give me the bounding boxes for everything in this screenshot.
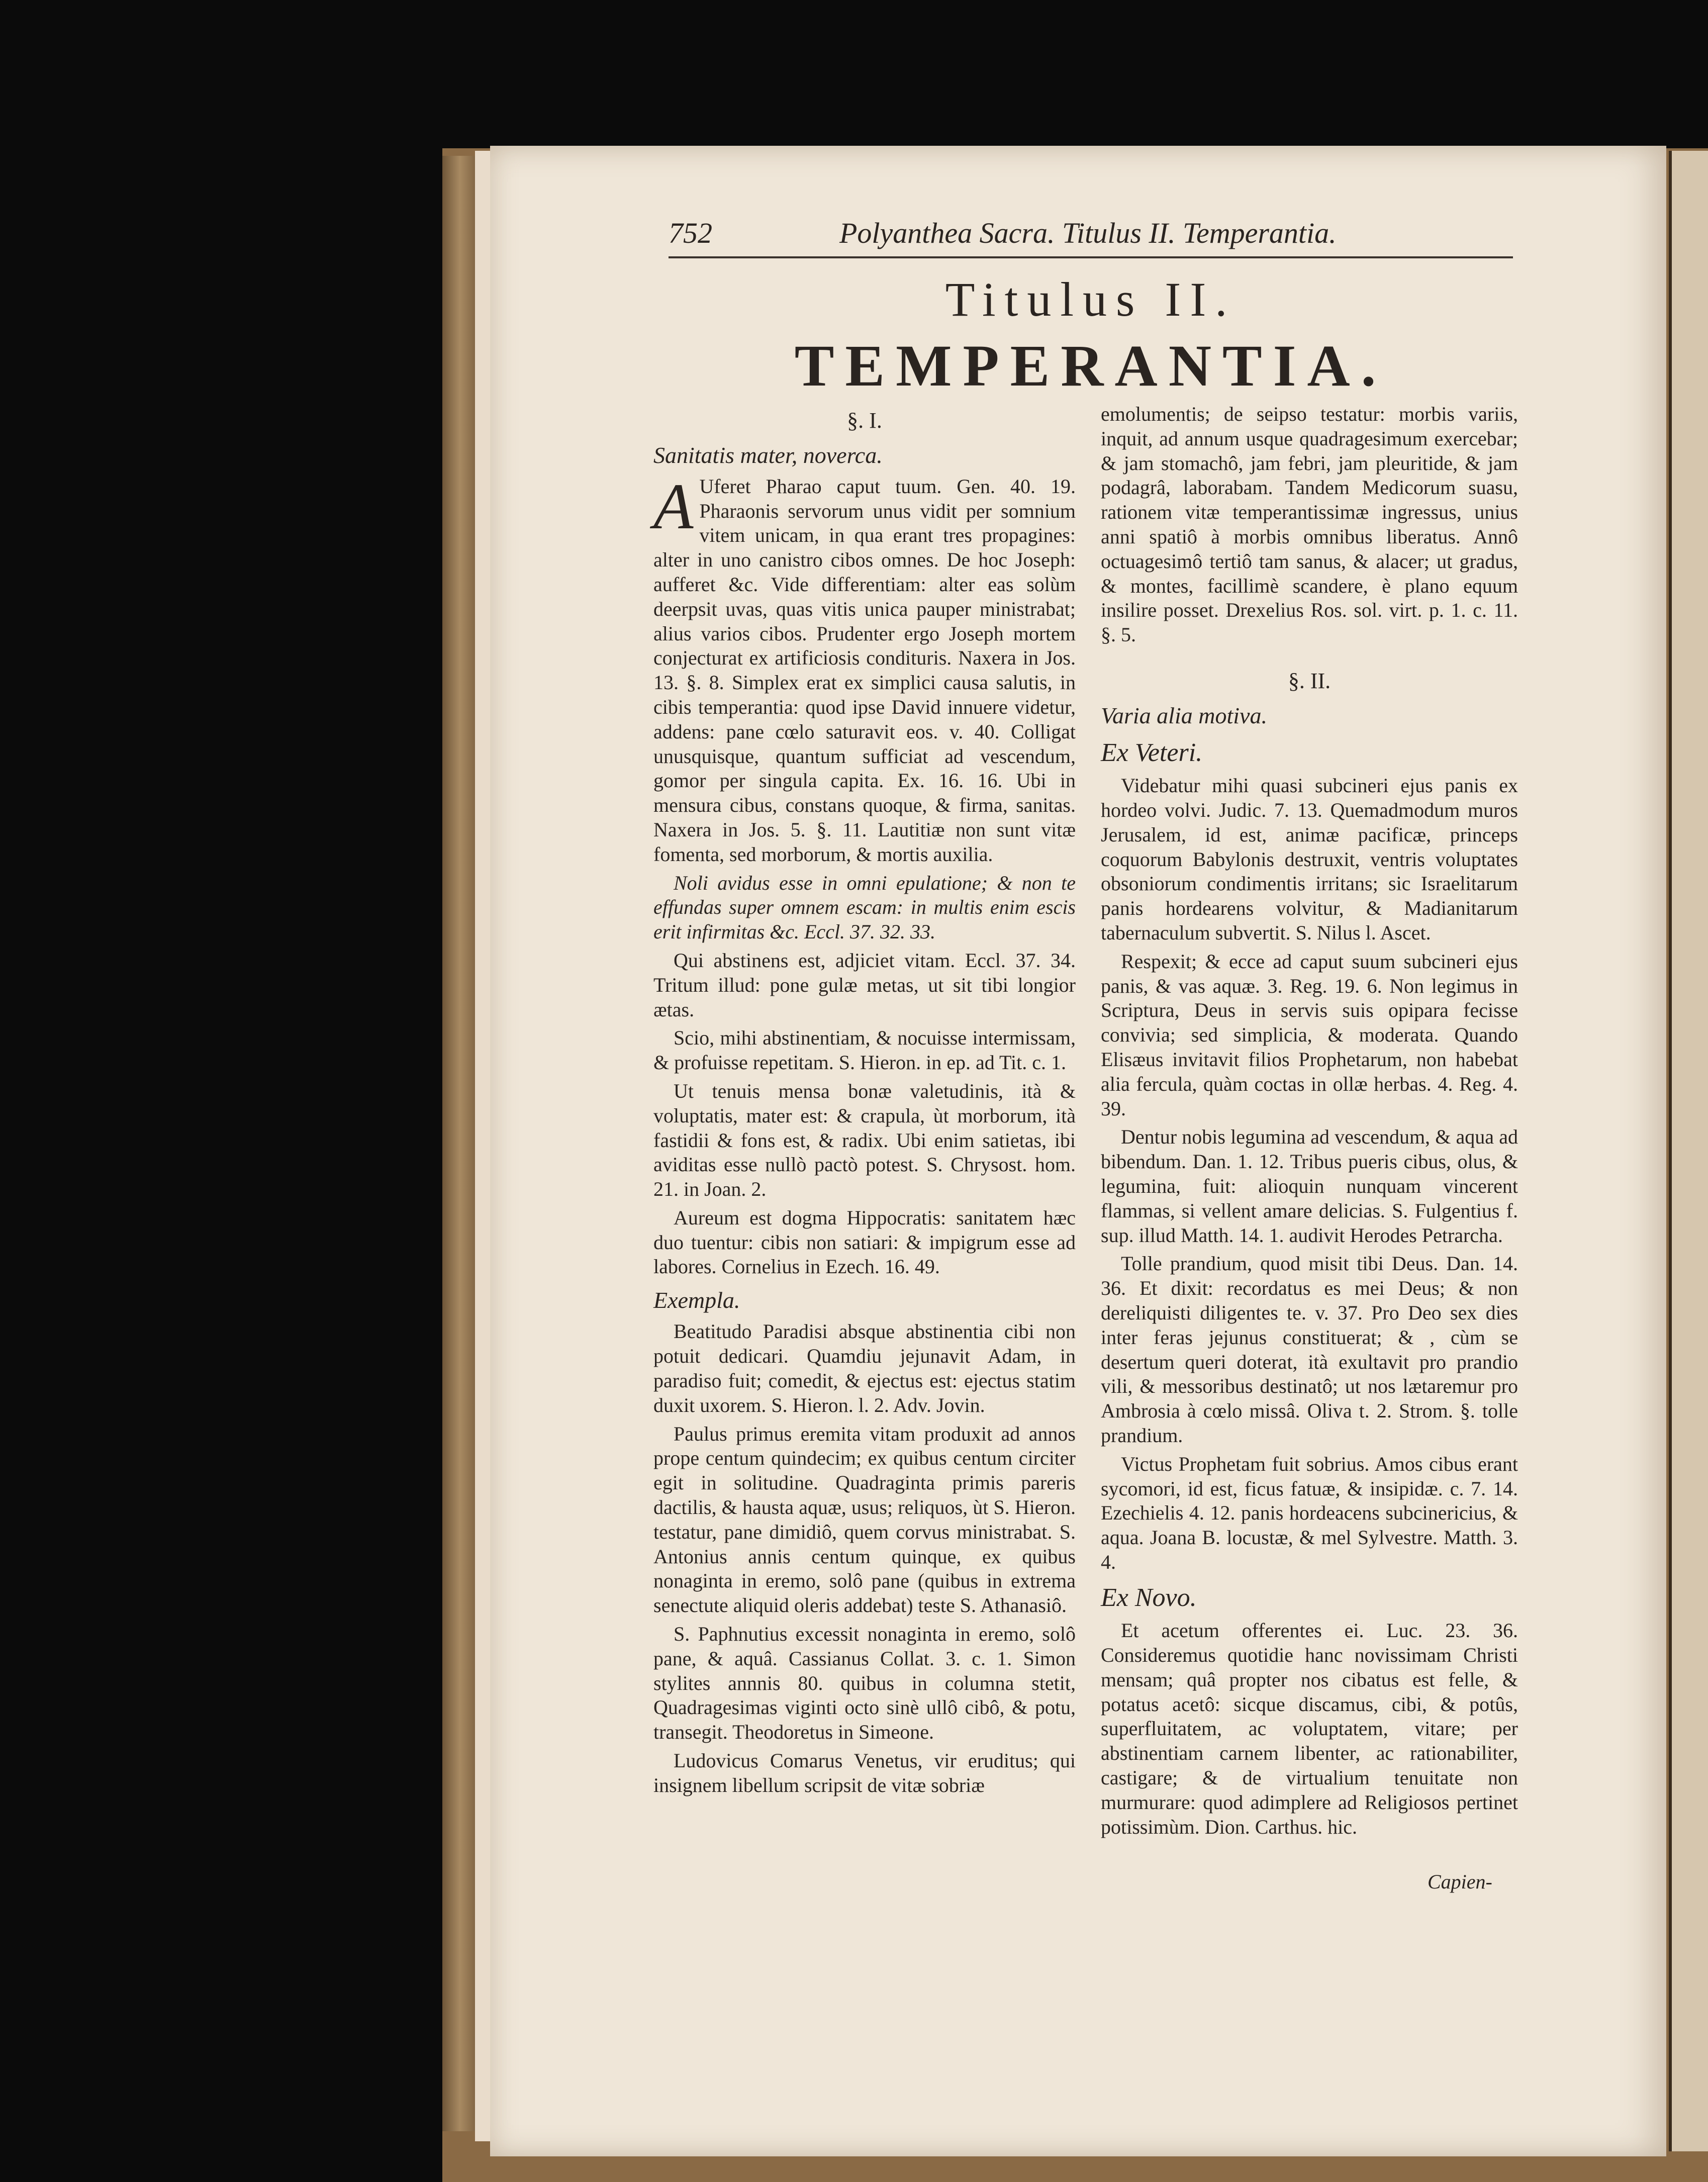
page-number: 752 [669,217,712,249]
paragraph: Scio, mihi abstinentiam, & nocuisse intermissam, & profuisse repetitam. S. Hieron. in ep. ad Tit. c. 1. [653,1026,1076,1074]
paragraph [653,470,1076,867]
paragraph: Beatitudo Paradisi absque abstinentia cibi non potuit dedicari. Quamdiu jejunavit Adam, in paradiso fuit; comedit, & ejectus est: ejectus statim duxit uxorem. S. Hieron. l. 2. Adv. Jovin. [653,1320,1076,1416]
drop-cap: A [653,470,694,543]
paragraph: Ut tenuis mensa bonæ valetudinis, ità & voluptatis, mater est: & crapula, ùt morborum, ità fastidii & fons est, & radix. Ubi enim satietas, ibi aviditas esse nullò pactò potest. S. Chrysost. hom. 21. in Joan. 2. [653,1079,1076,1201]
book-spine [442,156,478,2131]
titulus-heading: Titulus II. [945,272,1237,326]
ex-veteri-heading: Ex Veteri. [1101,738,1203,767]
paragraph-text: Uferet Pharao caput tuum. Gen. 40. 19. Pharaonis servorum unus vidit per somnium vitem unicam, in qua erant tres propagines: alter in uno canistro cibos omnes. De hoc Joseph: aufferet &c. Vide differentiam: alter eas solùm deerpsit uvas, quas vitis unica pauper ministrabat; alius varios cibos. Prudenter ergo Joseph mortem conjecturat ex artificiosis condituris. Naxera in Jos. 13. §. 8. Simplex erat ex simplici causa salutis, in cibis temperantia: quod ipse David innuere videtur, addens: pane cœlo saturavit eos. v. 40. Colligat unusquisque, quantum sufficiat ad vescendum, gomor per singula capita. Ex. 16. 16. Ubi in mensura cibus, constans quoque, & firma, sanitas. Naxera in Jos. 5. §. 11. Lautitiæ non sunt vitæ fomenta, sed morborum, & mortis auxilia. [653,475,1076,866]
paragraph: Noli avidus esse in omni epulatione; & non te effundas super omnem escam: in multis enim escis erit infirmitas &c. Eccl. 37. 32. 33. [653,871,1076,943]
ex-novo-heading: Ex Novo. [1101,1583,1197,1612]
paragraph: emolumentis; de seipso testatur: morbis variis, inquit, ad annum usque quadragesimum exercebar; & jam stomachô, jam febri, jam pleuritide, & jam podagrâ, laborabam. Tandem Medicorum suasu, rationem vitæ temperantissimæ ingressus, unius anni spatiô à morbis omnibus liberatus. Annô octuagesimô tertiô tam sanus, & alacer; ut gradus, & montes, facillimè scandere, è plano equum insilire posset. Drexelius Ros. sol. virt. p. 1. c. 11. §. 5. [1101,403,1518,646]
paragraph: Qui abstinens est, adjiciet vitam. Eccl. 37. 34. Tritum illud: pone gulæ metas, ut sit tibi longior ætas. [653,948,1076,1021]
paragraph: Videbatur mihi quasi subcineri ejus panis ex hordeo volvi. Judic. 7. 13. Quemadmodum muros Jerusalem, id est, animæ pacificæ, princeps coquorum Babylonis destruxit, ventris voluptates obsoniorum condimentis irritans; sic Israelitarum panis hordearens volvitur, & Madianitarum tabernaculum subvertit. S. Nilus l. Ascet. [1101,774,1518,944]
paragraph: Respexit; & ecce ad caput suum subcineri ejus panis, & vas aquæ. 3. Reg. 19. 6. Non legimus in Scriptura, Deus in servis suis opipara fecisse convivia; sed simplicia, & moderata. Quando Elisæus invitavit filios Prophetarum, non habebat alia fercula, quàm coctas in ollæ herbas. 4. Reg. 4. 39. [1101,950,1518,1120]
paragraph: S. Paphnutius excessit nonaginta in eremo, solô pane, & aquâ. Cassianus Collat. 3. c. 1. Simon stylites annnis 80. quibus in columna stetit, Quadragesimas viginti octo sinè ullô cibô, & potu, transegit. Theodoretus in Simeone. [653,1622,1076,1744]
left-column [653,402,1076,1802]
paragraph: Dentur nobis legumina ad vescendum, & aqua ad bibendum. Dan. 1. 12. Tribus pueris cibus, olus, & legumina, fuit: alioquin nunquam vincerent flammas, si vellent amare delicias. S. Fulgentius f. sup. illud Matth. 14. 1. audivit Herodes Petrarcha. [1101,1125,1518,1247]
facing-page-edge [1669,151,1708,2151]
section-2-title: Varia alia motiva. [1101,702,1267,728]
paragraph: Ludovicus Comarus Venetus, vir eruditus; qui insignem libellum scripsit de vitæ sobriæ [653,1749,1076,1796]
section-1-number: §. I. [847,408,882,433]
section-1-title: Sanitatis mater, noverca. [653,442,883,468]
paragraph: Paulus primus eremita vitam produxit ad annos prope centum quindecim; ex quibus centum circiter egit in solitudine. Quadraginta primis pareris dactilis, & hausta aquæ, usus; reliquos, ùt S. Hieron. testatur, pane dimidiô, quem corvus ministrabat. S. Antonius annis centum quinque, ex quibus nonaginta in eremo, solô pane (quibus in extrema senectute aliquid oleris addebat) teste S. Athanasiô. [653,1422,1076,1617]
paragraph: Tolle prandium, quod misit tibi Deus. Dan. 14. 36. Et dixit: recordatus es mei Deus; & non dereliquisti diligentes te. v. 37. Pro Deo sex dies inter feras jejunus constituerat; & , cùm se desertum queri doterat, ità exultavit pro prandio vili, & messoribus destinatô; ut nos lætaremur pro Ambrosia à cœlo missâ. Oliva t. 2. Strom. §. tolle prandium. [1101,1252,1518,1447]
section-2-number: §. II. [1288,668,1331,693]
main-title: TEMPERANTIA. [794,333,1387,399]
paragraph: Victus Prophetam fuit sobrius. Amos cibus erant sycomori, id est, ficus fatuæ, & insipidæ. c. 7. 14. Ezechielis 4. 12. panis hordeacens subcinericius, & aqua. Joana B. locustæ, & mel Sylvestre. Matth. 3. 4. [1101,1452,1518,1573]
running-title: Polyanthea Sacra. Titulus II. Temperantia. [839,217,1337,249]
right-column [1101,402,1518,1843]
page-edge [475,151,492,2141]
running-head [669,216,1513,258]
paragraph: Aureum est dogma Hippocratis: sanitatem hæc duo tuentur: cibis non satiari: & impigrum esse ad labores. Cornelius in Ezech. 16. 49. [653,1206,1076,1278]
catchword: Capien- [1428,1870,1492,1893]
paragraph: Et acetum offerentes ei. Luc. 23. 36. Consideremus quotidie hanc novissimam Christi mensam; quâ propter nos cibatus est felle, & potatus acetô: sicque discamus, cibi, & potûs, superfluitatem, ac voluptatem, vitare; per abstinentiam carnem libenter, ac rationabiliter, castigare; & de virtualium tenuitate non murmurare: quod adimplere ad Religiosos pertinet potissimùm. Dion. Carthus. hic. [1101,1619,1518,1838]
exempla-heading: Exempla. [653,1287,740,1313]
